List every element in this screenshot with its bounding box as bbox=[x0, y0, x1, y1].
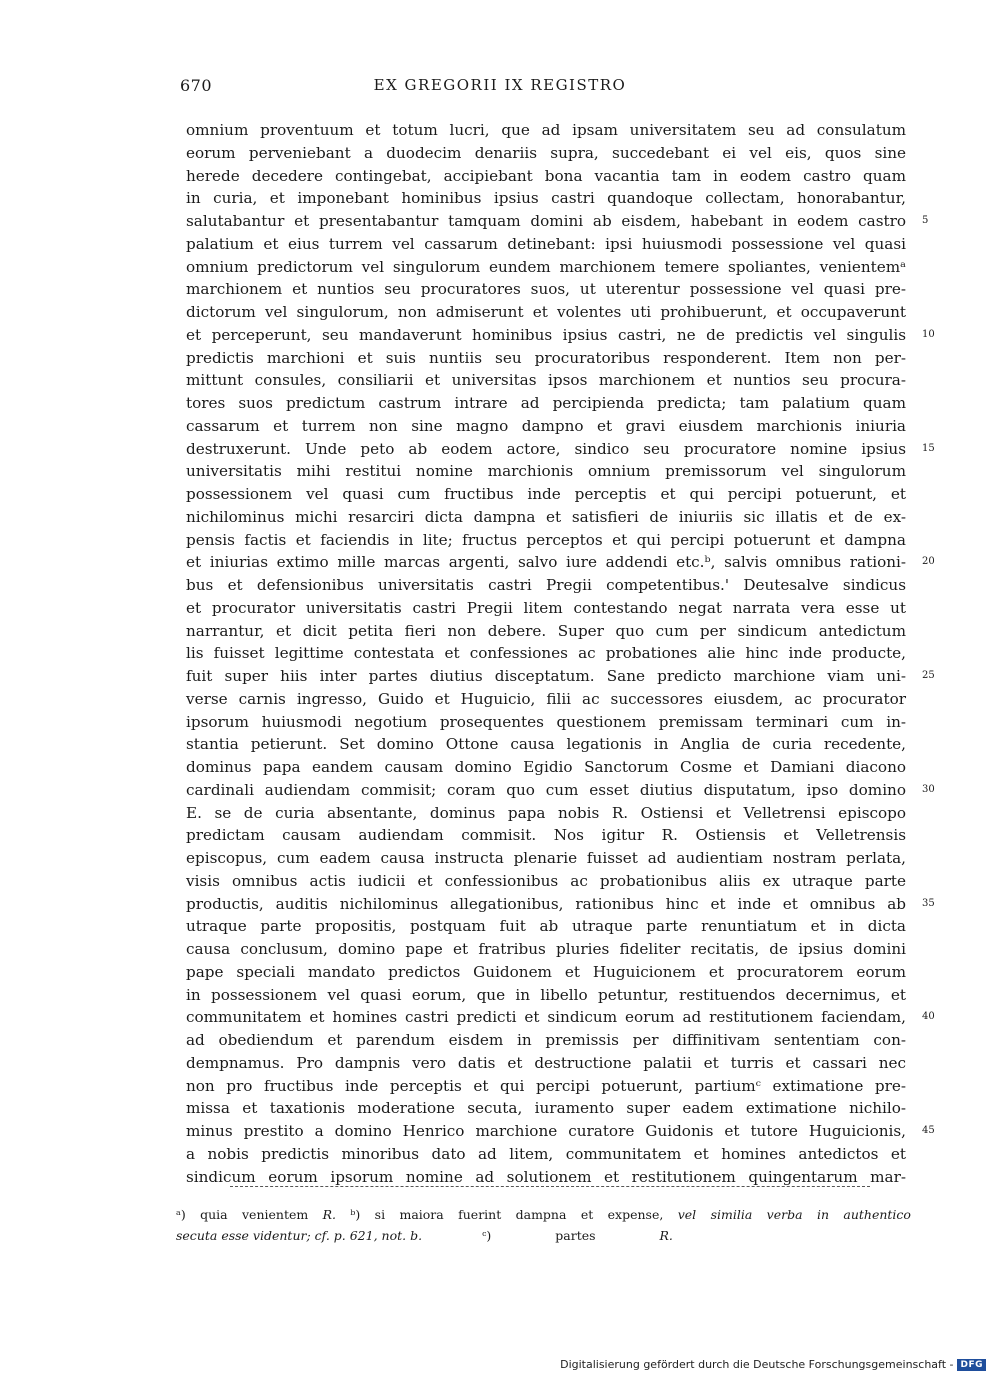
text-line: dempnamus. Pro dampnis vero datis et destructione palatii et turris et cassari nec bbox=[186, 1053, 906, 1072]
line-number: 40 bbox=[922, 1011, 935, 1023]
text-line: visis omnibus actis iudicii et confessionibus ac probationibus aliis ex utraque parte bbox=[186, 871, 906, 890]
text-line: eorum perveniebant a duodecim denariis supra, succedebant ei vel eis, quos sine bbox=[186, 143, 906, 162]
text-line: palatium et eius turrem vel cassarum detinebant: ipsi huiusmodi possessione vel quasi bbox=[186, 234, 906, 253]
text-line: predictam causam audiendam commisit. Nos igitur R. Ostiensis et Velletrensis bbox=[186, 826, 906, 845]
text-line: omnium proventuum et totum lucri, que ad ipsam universitatem seu ad consulatum bbox=[186, 121, 906, 139]
text-line: productis, auditis nichilominus allegationibus, rationibus hinc et inde et omnibus ab bbox=[186, 894, 906, 913]
line-number: 20 bbox=[922, 556, 935, 568]
text-line: communitatem et homines castri predicti et sindicum eorum ad restitutionem faciendam, bbox=[186, 1008, 906, 1027]
footnote-c: ᶜ) partes R. bbox=[482, 1228, 673, 1243]
text-line: fuit super hiis inter partes diutius disceptatum. Sane predicto marchione viam uni- bbox=[186, 667, 906, 685]
page-number: 670 bbox=[180, 76, 213, 95]
text-line: et perceperunt, seu mandaverunt hominibus ipsius castri, ne de predictis vel singulis bbox=[186, 325, 906, 344]
text-line: marchionem et nuntios seu procuratores suos, ut uterentur possessione vel quasi pre- bbox=[186, 280, 906, 299]
text-line: possessionem vel quasi cum fructibus inde perceptis et qui percipi potuerunt, et bbox=[186, 485, 906, 503]
text-line: ad obediendum et parendum eisdem in premissis per diffinitivam sententiam con- bbox=[186, 1031, 906, 1049]
text-line: universitatis mihi restitui nomine marchionis omnium premissorum vel singulorum bbox=[186, 462, 906, 481]
text-line: herede decedere contingebat, accipiebant bona vacantia tam in eodem castro quam bbox=[186, 166, 906, 185]
text-line: cardinali audiendam commisit; coram quo cum esset diutius disputatum, ipso domino bbox=[186, 780, 906, 799]
body-text bbox=[186, 119, 906, 1188]
text-line: narrantur, et dicit petita fieri non debere. Super quo cum per sindicum antedictum bbox=[186, 621, 906, 640]
text-line: dominus papa eandem causam domino Egidio Sanctorum Cosme et Damiani diacono bbox=[186, 758, 906, 776]
text-line: stantia petierunt. Set domino Ottone causa legationis in Anglia de curia recedente, bbox=[186, 735, 906, 754]
footnote-line-1 bbox=[176, 1204, 911, 1225]
digitization-credit bbox=[560, 1358, 986, 1371]
text-line: dictorum vel singulorum, non admiserunt et volentes uti prohibuerunt, et occupaverunt bbox=[186, 303, 906, 321]
text-line: cassarum et turrem non sine magno dampno et gravi eiusdem marchionis iniuria bbox=[186, 416, 906, 435]
text-line: sindicum eorum ipsorum nomine ad solutionem et restitutionem quingentarum mar- bbox=[186, 1167, 906, 1186]
text-line: mittunt consules, consiliarii et universitas ipsos marchionem et nuntios seu procura- bbox=[186, 371, 906, 390]
text-line: pape speciali mandato predictos Guidonem et Huguicionem et procuratorem eorum bbox=[186, 962, 906, 981]
text-line: utraque parte propositis, postquam fuit ab utraque parte renuntiatum et in dicta bbox=[186, 917, 906, 936]
text-line: bus et defensionibus universitatis castri Pregii competentibus.' Deutesalve sindicus bbox=[186, 576, 906, 594]
footnote-b-continued: secuta esse videntur; cf. p. 621, not. b. bbox=[176, 1228, 423, 1243]
footnote-b: ᵇ) si maiora fuerint dampna et expense, vel similia verba in authentico bbox=[350, 1207, 911, 1222]
text-line: ipsorum huiusmodi negotium prosequentes questionem premissam terminari cum in- bbox=[186, 712, 906, 731]
line-number: 15 bbox=[922, 442, 935, 454]
text-line: non pro fructibus inde perceptis et qui percipi potuerunt, partiumᶜ extimatione pre- bbox=[186, 1076, 906, 1095]
text-line: omnium predictorum vel singulorum eundem marchionem temere spoliantes, venientemᵃ bbox=[186, 257, 906, 276]
text-line: in curia, et imponebant hominibus ipsius castri quandoque collectam, honorabantur, bbox=[186, 189, 906, 208]
text-line: causa conclusum, domino pape et fratribus pluries fideliter recitatis, de ipsius domini bbox=[186, 940, 906, 958]
line-number: 35 bbox=[922, 897, 935, 909]
dfg-logo-icon: DFG bbox=[957, 1359, 986, 1371]
running-title: EX GREGORII IX REGISTRO bbox=[373, 76, 627, 94]
text-line: et procurator universitatis castri Pregii litem contestando negat narrata vera esse ut bbox=[186, 598, 906, 617]
text-line: episcopus, cum eadem causa instructa plenarie fuisset ad audientiam nostram perlata, bbox=[186, 849, 906, 867]
line-number: 5 bbox=[922, 215, 929, 226]
text-line: E. se de curia absentante, dominus papa nobis R. Ostiensi et Velletrensi episcopo bbox=[186, 803, 906, 822]
line-number: 30 bbox=[922, 783, 935, 795]
text-line: pensis factis et faciendis in lite; fructus perceptos et qui percipi potuerunt et dampna bbox=[186, 530, 906, 549]
text-line: salutabantur et presentabantur tamquam domini ab eisdem, habebant in eodem castro bbox=[186, 212, 906, 230]
text-line: lis fuisset legittime contestata et confessiones ac probationes alie hinc inde producte, bbox=[186, 644, 906, 663]
text-line: tores suos predictum castrum intrare ad percipienda predicta; tam palatium quam bbox=[186, 394, 906, 412]
line-number: 10 bbox=[922, 328, 935, 340]
text-line: a nobis predictis minoribus dato ad litem, communitatem et homines antedictos et bbox=[186, 1144, 906, 1163]
footnotes bbox=[176, 1204, 911, 1246]
credit-text: Digitalisierung gefördert durch die Deutsche Forschungsgemeinschaft - bbox=[560, 1358, 954, 1371]
text-line: minus prestito a domino Henrico marchione curatore Guidonis et tutore Huguicionis, bbox=[186, 1122, 906, 1140]
footnote-rule bbox=[230, 1186, 870, 1187]
text-line: et iniurias extimo mille marcas argenti, salvo iure addendi etc.ᵇ, salvis omnibus rationi- bbox=[186, 553, 906, 572]
text-line: verse carnis ingresso, Guido et Huguicio, filii ac successores eiusdem, ac procurator bbox=[186, 689, 906, 708]
footnote-line-2 bbox=[176, 1225, 911, 1246]
text-line: in possessionem vel quasi eorum, que in libello petuntur, restituendos decernimus, et bbox=[186, 985, 906, 1004]
line-number: 45 bbox=[922, 1125, 935, 1136]
line-number: 25 bbox=[922, 670, 935, 681]
text-line: missa et taxationis moderatione secuta, iuramento super eadem extimatione nichilo- bbox=[186, 1099, 906, 1118]
text-line: predictis marchioni et suis nuntiis seu procuratoribus responderent. Item non per- bbox=[186, 348, 906, 367]
text-line: nichilominus michi resarciri dicta dampna et satisfieri de iniuriis sic illatis et de ex- bbox=[186, 507, 906, 526]
footnote-a: ᵃ) quia venientem R. bbox=[176, 1207, 336, 1222]
text-line: destruxerunt. Unde peto ab eodem actore, sindico seu procuratore nomine ipsius bbox=[186, 439, 906, 458]
